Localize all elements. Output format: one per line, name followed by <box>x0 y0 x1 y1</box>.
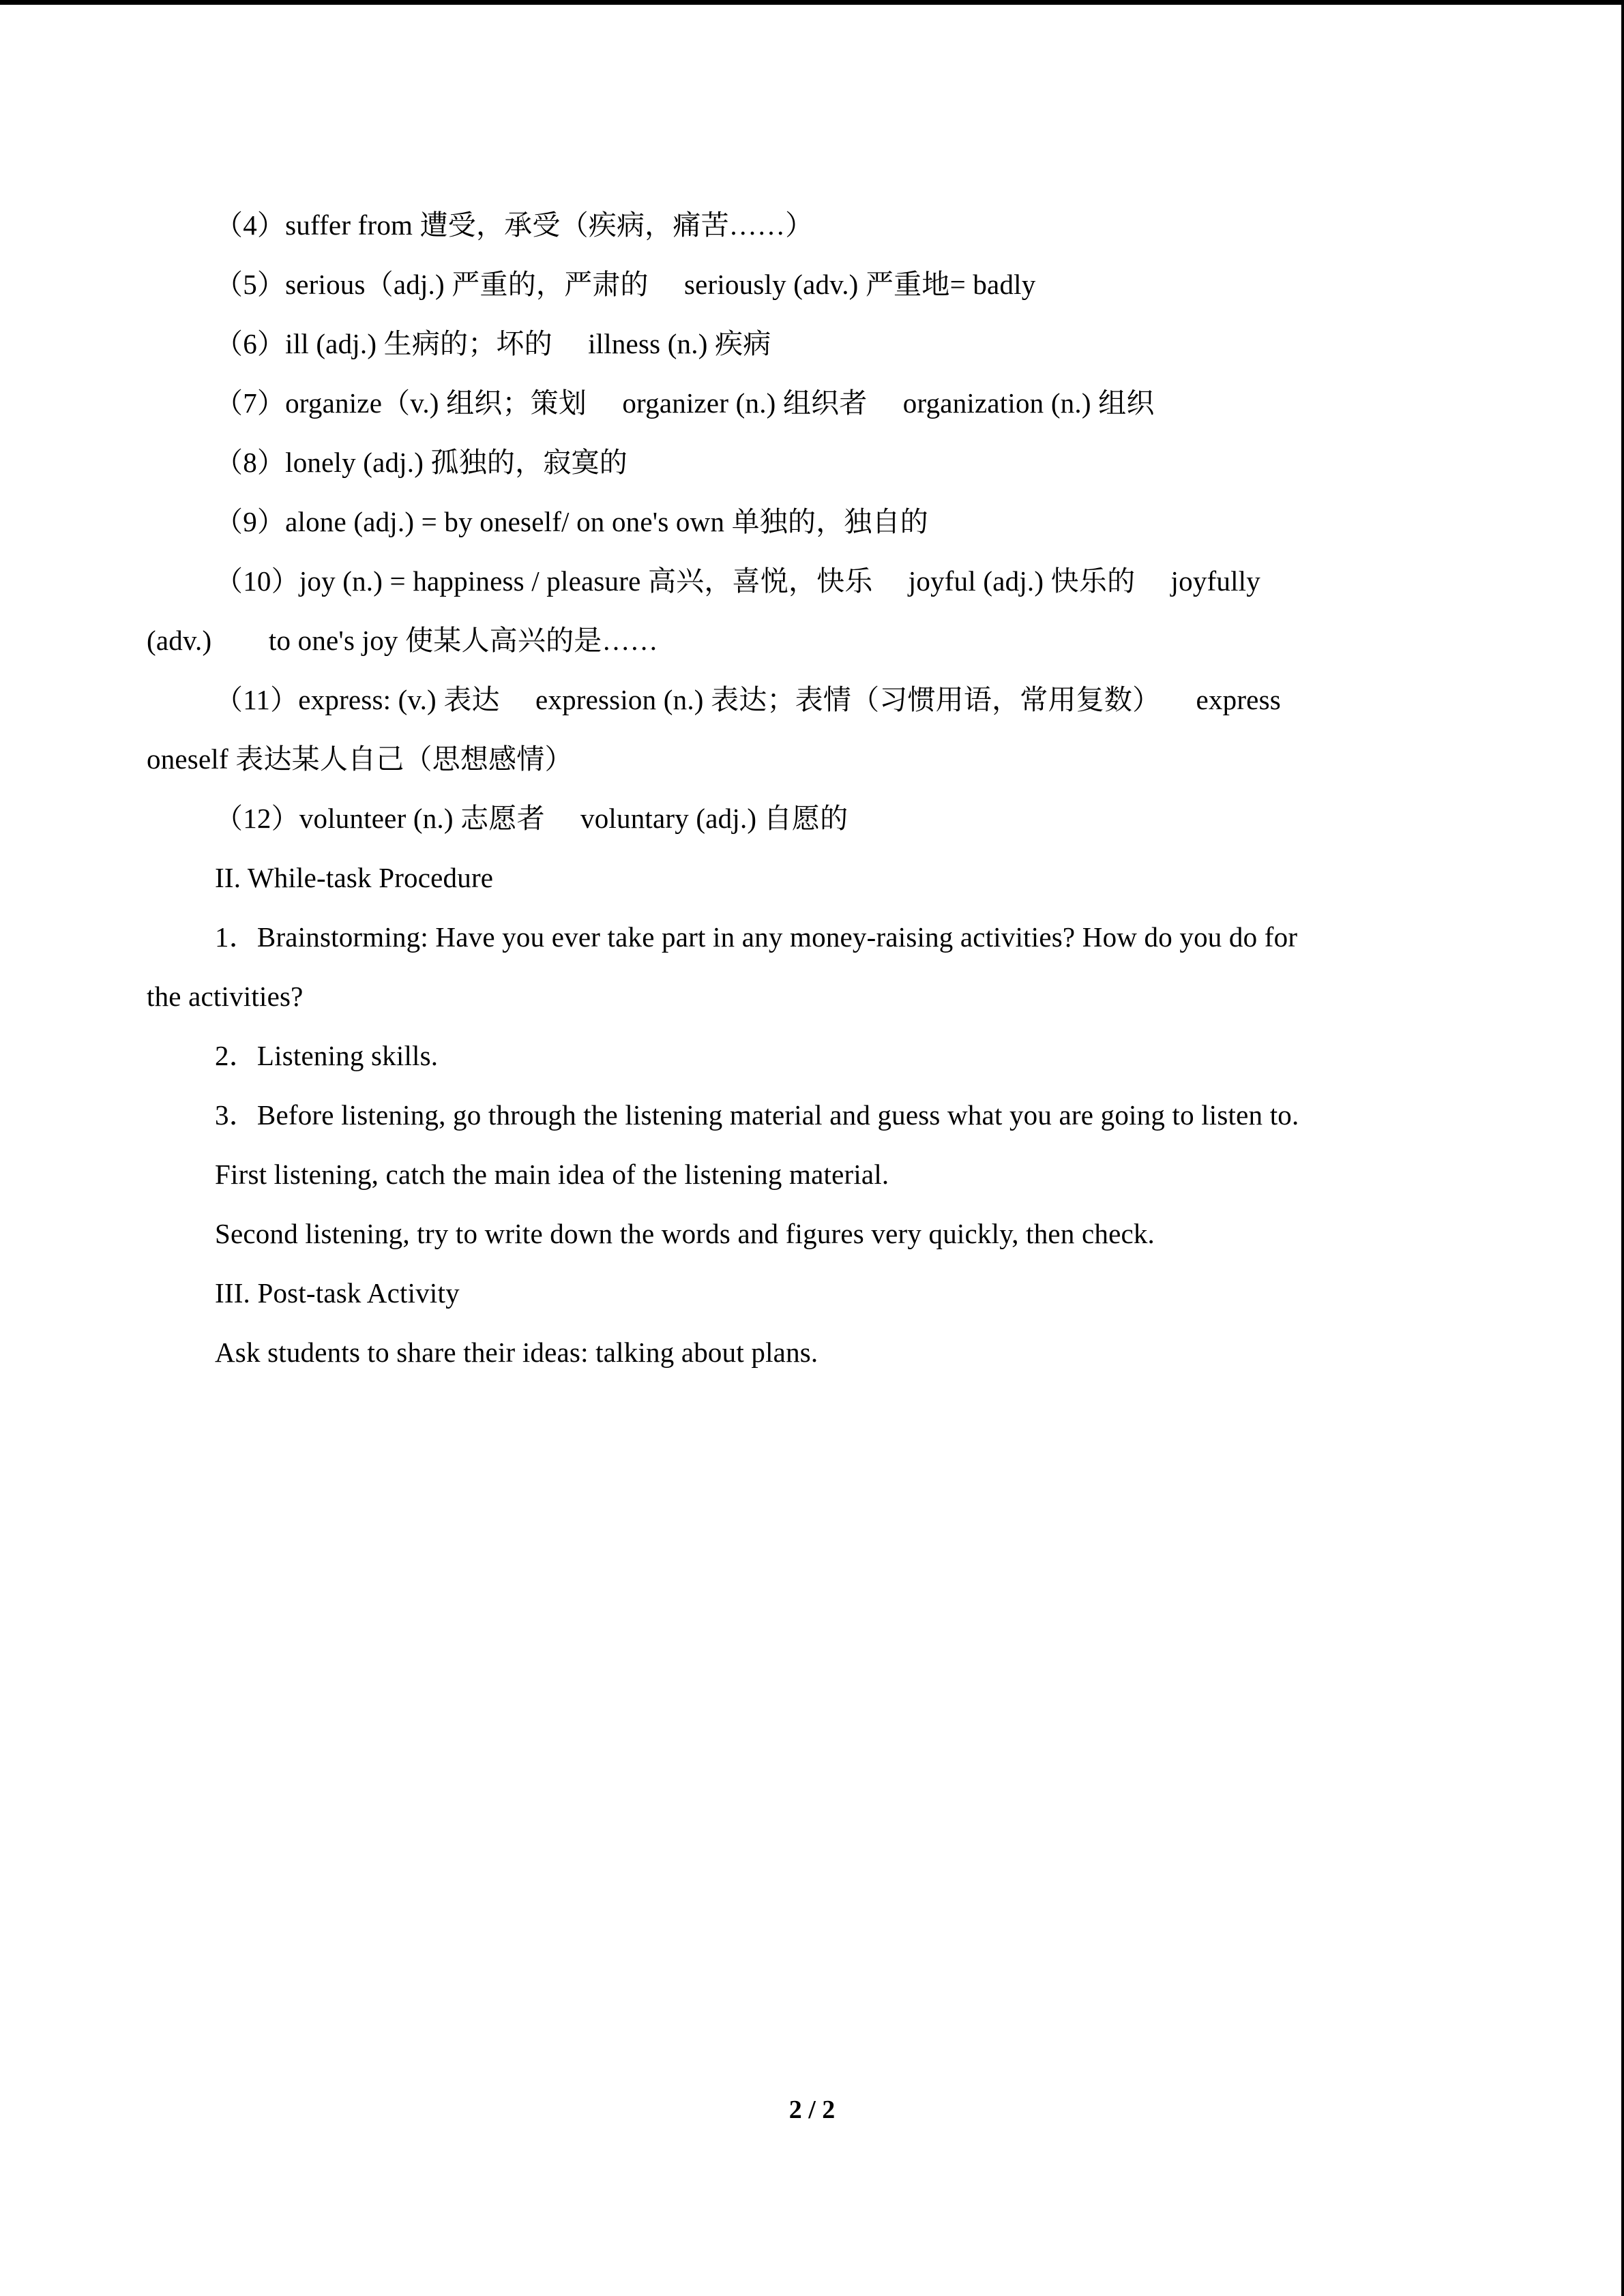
scan-edge-right <box>1621 0 1624 2296</box>
doc-line-step-3: 3．Before listening, go through the listening material and guess what you are going to listen to. <box>215 1099 1299 1131</box>
doc-line-second-listening: Second listening, try to write down the words and figures very quickly, then check. <box>215 1218 1155 1249</box>
doc-line-step-1: 1．Brainstorming: Have you ever take part in any money-raising activities? How do you do for <box>215 921 1298 953</box>
document-body <box>147 196 1504 1382</box>
scan-edge-top <box>0 0 1624 5</box>
doc-line-vocab-4: （4）suffer from 遭受，承受（疾病，痛苦……） <box>215 209 814 241</box>
doc-line-step-1-continuation: the activities? <box>147 981 304 1012</box>
doc-line-vocab-11-continuation: oneself 表达某人自己（思想感情） <box>147 743 573 775</box>
doc-line-vocab-10-continuation: (adv.) to one's joy 使某人高兴的是…… <box>147 625 658 656</box>
doc-line-vocab-11: （11）express: (v.) 表达 expression (n.) 表达；表情（习惯用语，常用复数） express <box>215 684 1281 715</box>
doc-line-vocab-10: （10）joy (n.) = happiness / pleasure 高兴，喜悦，快乐 joyful (adj.) 快乐的 joyfully <box>215 565 1260 597</box>
doc-line-post-task-detail: Ask students to share their ideas: talking about plans. <box>215 1337 818 1368</box>
doc-line-step-2: 2．Listening skills. <box>215 1040 439 1071</box>
doc-line-vocab-6: （6）ill (adj.) 生病的；坏的 illness (n.) 疾病 <box>215 328 771 359</box>
doc-line-heading-post-task: III. Post-task Activity <box>215 1277 460 1309</box>
doc-line-vocab-12: （12）volunteer (n.) 志愿者 voluntary (adj.) 自愿的 <box>215 803 848 834</box>
doc-line-heading-while-task: II. While-task Procedure <box>215 862 494 893</box>
doc-line-vocab-5: （5）serious（adj.) 严重的，严肃的 seriously (adv.) 严重地= badly <box>215 269 1036 300</box>
page-number: 2 / 2 <box>788 2096 836 2124</box>
doc-line-vocab-9: （9）alone (adj.) = by oneself/ on one's own 单独的，独自的 <box>215 506 928 537</box>
doc-line-vocab-7: （7）organize（v.) 组织；策划 organizer (n.) 组织者 organization (n.) 组织 <box>215 387 1155 419</box>
doc-line-first-listening: First listening, catch the main idea of the listening material. <box>215 1159 889 1190</box>
doc-line-vocab-8: （8）lonely (adj.) 孤独的，寂寞的 <box>215 447 628 478</box>
